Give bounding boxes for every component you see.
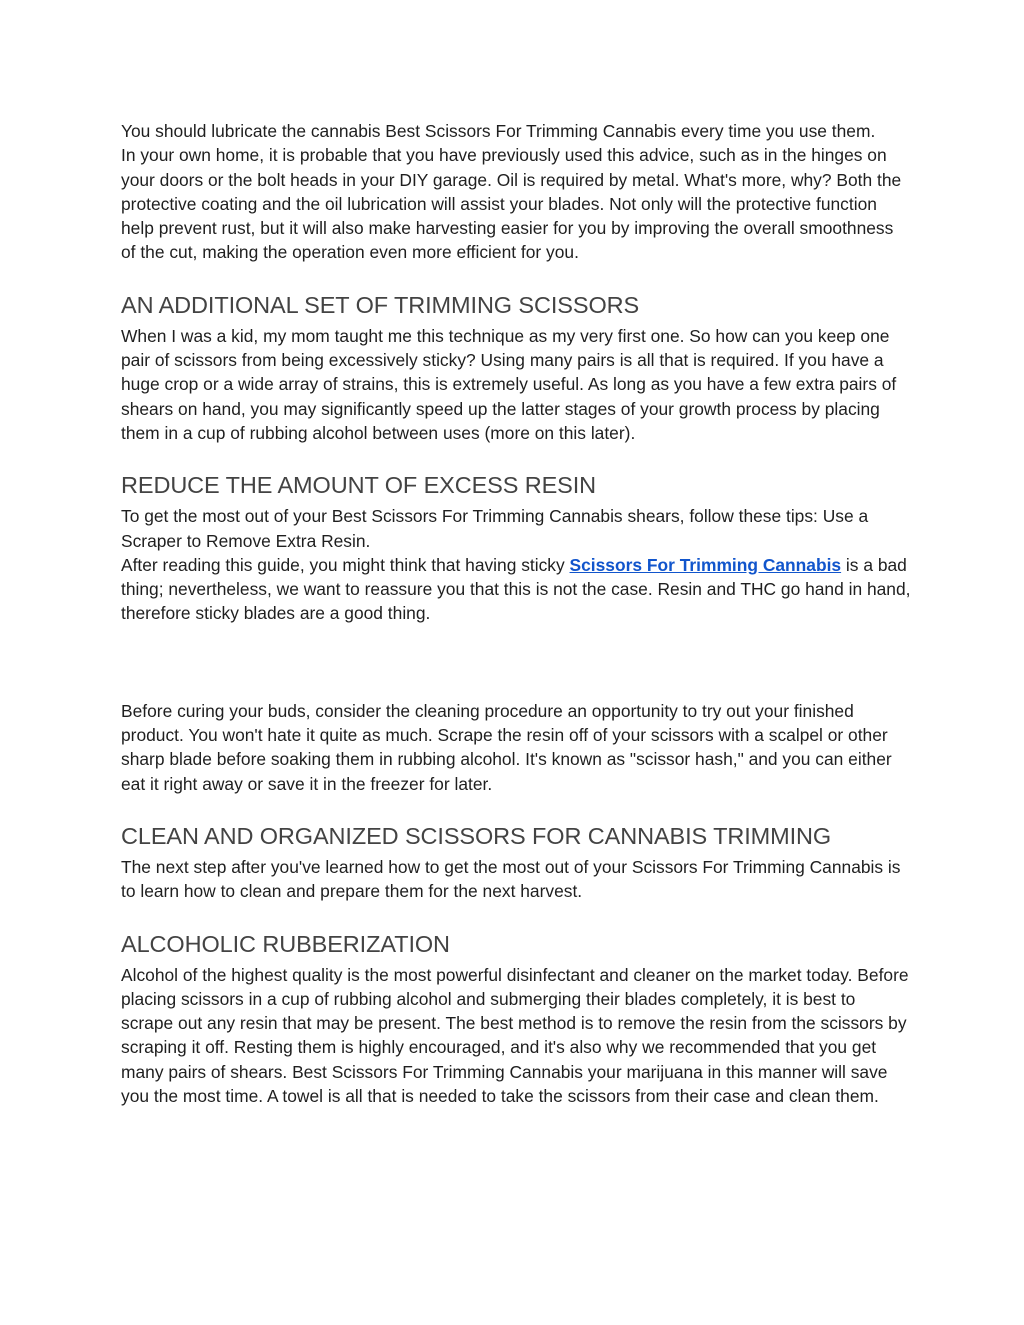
section-heading-additional-set: AN ADDITIONAL SET OF TRIMMING SCISSORS: [121, 291, 640, 318]
section-reduce-resin-paragraph-2: [121, 553, 911, 626]
section-clean-organized-body: The next step after you've learned how to get the most out of your Scissors For Trimming Cannabis is to learn how to clean and prepare them for the next harvest.: [121, 856, 901, 902]
section-heading-reduce-resin: REDUCE THE AMOUNT OF EXCESS RESIN: [121, 472, 597, 499]
paragraph-text-after-link: is a bad thing; nevertheless, we want to reassure you that this is not the case. Resin and THC go hand in hand, therefore sticky blades are a good thing.: [121, 554, 911, 624]
section-alcoholic-rubberization-body: Alcohol of the highest quality is the most powerful disinfectant and cleaner on the market today. Before placing scissors in a cup of rubbing alcohol and submerging their blades completely, it is best to scrape out any resin that may be present. The best method is to remove the resin from the scissors by scraping it off. Resting them is highly encouraged, and it's also why we recommended that you get many pairs of shears. Best Scissors For Trimming Cannabis your marijuana in this manner will save you the most time. A towel is all that is needed to take the scissors from their case and clean them.: [121, 964, 909, 1107]
section-reduce-resin-paragraph-3: Before curing your buds, consider the cleaning procedure an opportunity to try out your finished product. You won't hate it quite as much. Scrape the resin off of your scissors with a scalpel or other sharp blade before soaking them in rubbing alcohol. It's known as "scissor hash," and you can either eat it right away or save it in the freezer for later.: [121, 700, 892, 794]
section-heading-clean-organized: CLEAN AND ORGANIZED SCISSORS FOR CANNABIS TRIMMING: [121, 822, 832, 849]
section-additional-set-body: When I was a kid, my mom taught me this technique as my very first one. So how can you keep one pair of scissors from being excessively sticky? Using many pairs is all that is required. If you have a huge crop or a wide array of strains, this is extremely useful. As long as you have a few extra pairs of shears on hand, you may significantly speed up the latter stages of your growth process by placing them in a cup of rubbing alcohol between uses (more on this later).: [121, 325, 897, 443]
intro-paragraph-2: In your own home, it is probable that you have previously used this advice, such as in the hinges on your doors or the bolt heads in your DIY garage. Oil is required by metal. What's more, why? Both the protective coating and the oil lubrication will assist your blades. Not only will the protective function help prevent rust, but it will also make harvesting easier for you by improving the overall smoothness of the cut, making the operation even more efficient for you.: [121, 145, 902, 263]
document-page: [121, 119, 911, 1108]
paragraph-text-before-link: After reading this guide, you might think that having sticky: [121, 554, 570, 575]
scissors-for-trimming-cannabis-link[interactable]: Scissors For Trimming Cannabis: [569, 554, 842, 575]
intro-paragraph-1: You should lubricate the cannabis Best Scissors For Trimming Cannabis every time you use them.: [121, 121, 876, 141]
section-heading-alcoholic-rubberization: ALCOHOLIC RUBBERIZATION: [121, 930, 450, 957]
section-reduce-resin-paragraph-1: To get the most out of your Best Scissors For Trimming Cannabis shears, follow these tips: Use a Scraper to Remove Extra Resin.: [121, 506, 869, 551]
